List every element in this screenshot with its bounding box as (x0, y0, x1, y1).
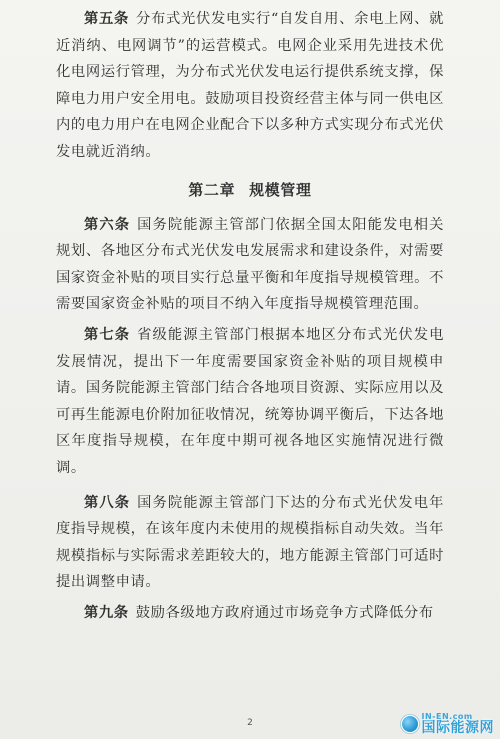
article-label: 第六条 (84, 216, 131, 233)
watermark-text (422, 713, 495, 735)
watermark-cn: 国际能源网 (421, 720, 494, 736)
watermark-en: IN-EN.com (421, 712, 473, 721)
article-text: 鼓励各级地方政府通过市场竞争方式降低分布 (135, 604, 434, 621)
article-8 (56, 490, 444, 596)
article-text: 国务院能源主管部门依据全国太阳能发电相关规划、各地区分布式光伏发电发展需求和建设条件，对需要国家资金补贴的项目实行总量平衡和年度指导规模管理。不需要国家资金补贴的项目不纳入年度指导规模管理范围。 (56, 216, 444, 313)
article-6 (56, 212, 444, 318)
article-label: 第九条 (84, 604, 129, 621)
article-9 (56, 600, 444, 627)
chapter-title: 规模管理 (249, 181, 312, 199)
page-number: 2 (247, 718, 253, 728)
site-watermark (401, 713, 495, 735)
document-body (56, 6, 444, 626)
article-label: 第七条 (84, 326, 131, 343)
chapter-heading (56, 178, 444, 204)
article-text: 分布式光伏发电实行“自发自用、余电上网、就近消纳、电网调节”的运营模式。电网企业采用先进技术优化电网运行管理，为分布式光伏发电运行提供系统支撑，保障电力用户安全用电。鼓励项目投资经营主体与同一供电区内的电力用户在电网企业配合下以多种方式实现分布式光伏发电就近消纳。 (56, 11, 444, 160)
article-text: 省级能源主管部门根据本地区分布式光伏发电发展情况，提出下一年度需要国家资金补贴的项目规模申请。国务院能源主管部门结合各地项目资源、实际应用以及可再生能源电价附加征收情况，统筹协调平衡后，下达各地区年度指导规模，在年度中期可视各地区实施情况进行微调。 (56, 326, 444, 476)
chapter-number: 第二章 (188, 181, 236, 199)
article-7 (56, 322, 444, 482)
article-label: 第五条 (84, 11, 130, 27)
article-label: 第八条 (84, 494, 131, 511)
article-text: 国务院能源主管部门下达的分布式光伏发电年度指导规模，在该年度内未使用的规模指标自动失效。当年规模指标与实际需求差距较大的，地方能源主管部门可适时提出调整申请。 (56, 494, 444, 591)
globe-icon (401, 715, 419, 733)
article-5 (56, 6, 444, 166)
